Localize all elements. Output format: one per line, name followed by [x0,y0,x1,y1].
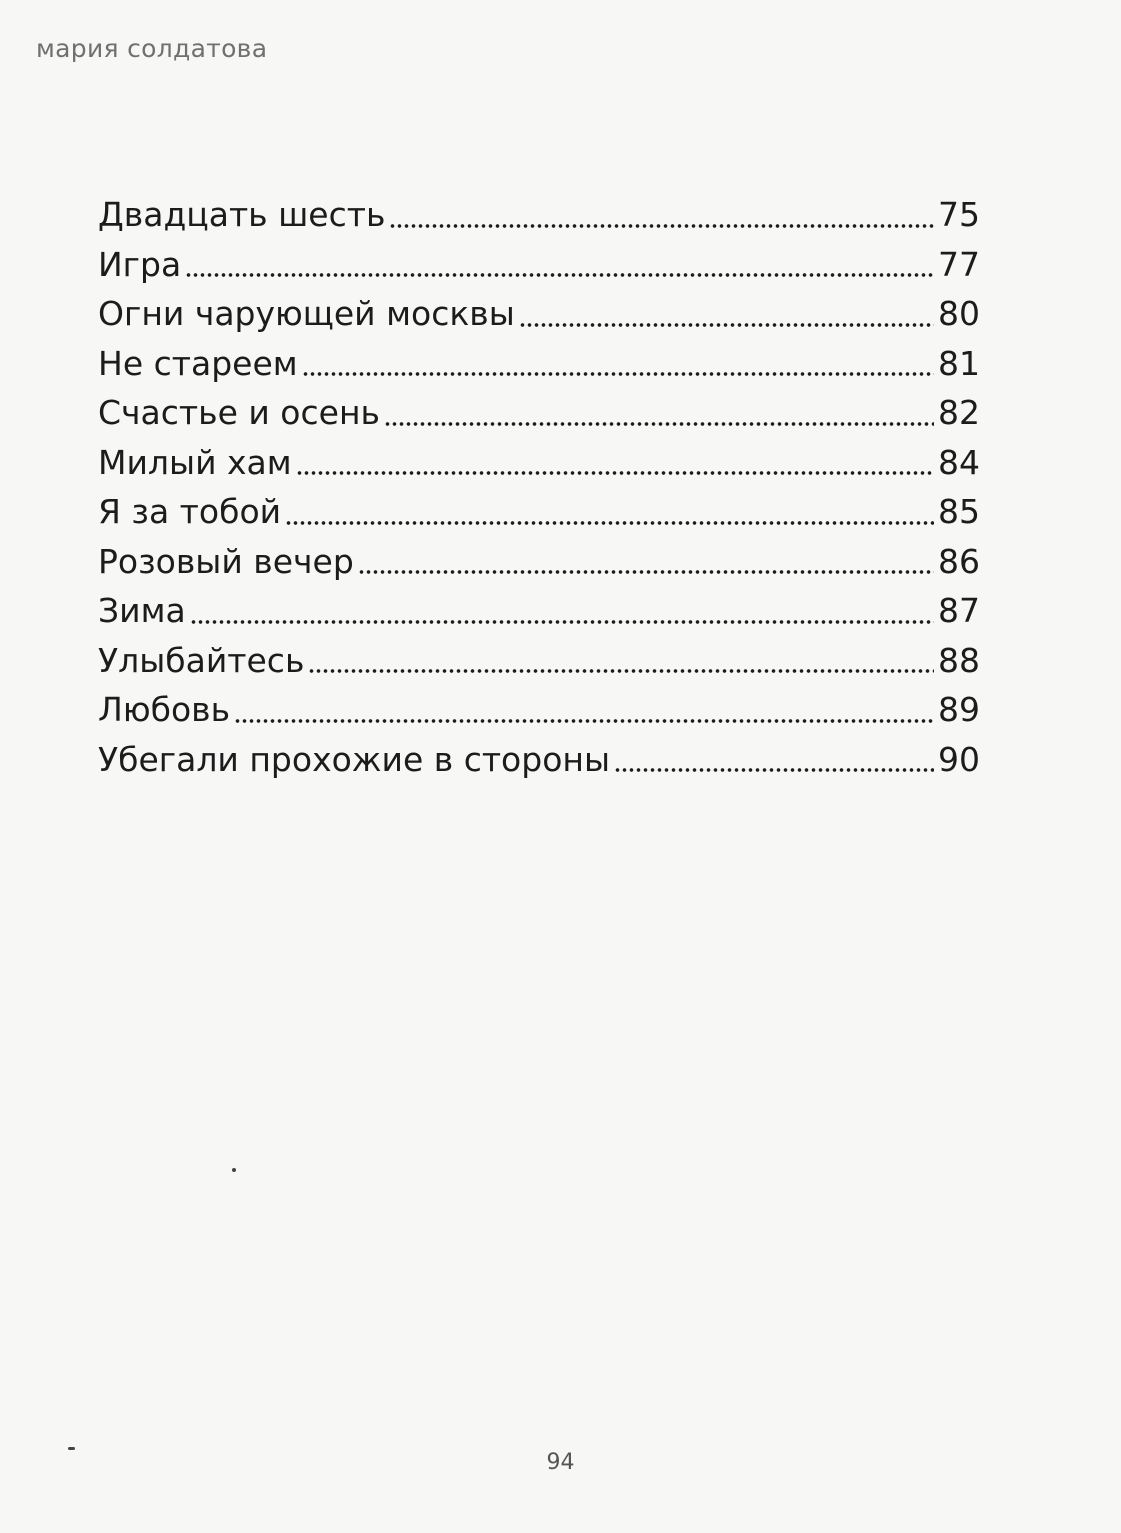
toc-entry [98,735,980,785]
toc-entry-page: 84 [938,442,980,482]
toc-entry [98,339,980,389]
dot-leader [234,718,934,724]
toc-entry-page: 75 [938,195,980,234]
toc-entry-title: Убегали прохожие в стороны [98,739,611,779]
toc-entry-title: Огни чарующей москвы [98,294,515,333]
toc-entry-title: Любовь [98,690,231,729]
toc-entry-page: 88 [938,640,980,680]
dot-leader [185,272,934,278]
toc-entry [98,289,980,339]
toc-entry [98,537,980,587]
toc-entry [98,685,980,735]
toc-entry-page: 90 [938,739,980,779]
toc-entry-page: 81 [938,343,980,383]
toc-entry-page: 80 [938,294,980,333]
toc-entry-title: Счастье и осень [98,393,380,432]
print-speck [232,1168,236,1172]
dot-leader [296,470,934,476]
toc-entry [98,487,980,537]
toc-entry-title: Я за тобой [98,492,282,531]
toc-entry [98,636,980,686]
toc-entry-title: Розовый вечер [98,541,354,581]
dot-leader [308,668,934,674]
toc-entry-title: Улыбайтесь [98,640,305,680]
dot-leader [384,421,934,427]
toc-entry-page: 87 [938,591,980,630]
toc-entry-page: 89 [938,690,980,729]
page-number: 94 [546,1450,575,1475]
toc-entry-page: 86 [938,541,980,581]
toc-entry-page: 85 [938,492,980,531]
dot-leader [519,322,934,328]
toc-entry-page: 77 [938,244,980,284]
dot-leader [190,619,934,625]
toc-entry [98,190,980,240]
dot-leader [614,767,934,773]
toc-entry-page: 82 [938,393,980,432]
toc-entry-title: Не стареем [98,343,298,383]
toc-entry [98,240,980,290]
toc-entry-title: Игра [98,244,182,284]
dot-leader [302,371,934,377]
toc-entry [98,388,980,438]
toc-entry-title: Зима [98,591,186,630]
dot-leader [285,520,934,526]
running-header-author: мария солдатова [36,34,268,63]
toc-entry [98,586,980,636]
toc-entry-title: Милый хам [98,442,292,482]
toc-entry-title: Двадцать шесть [98,195,386,234]
dot-leader [389,223,934,229]
toc-entry [98,438,980,488]
dot-leader [358,569,934,575]
table-of-contents [98,190,980,784]
